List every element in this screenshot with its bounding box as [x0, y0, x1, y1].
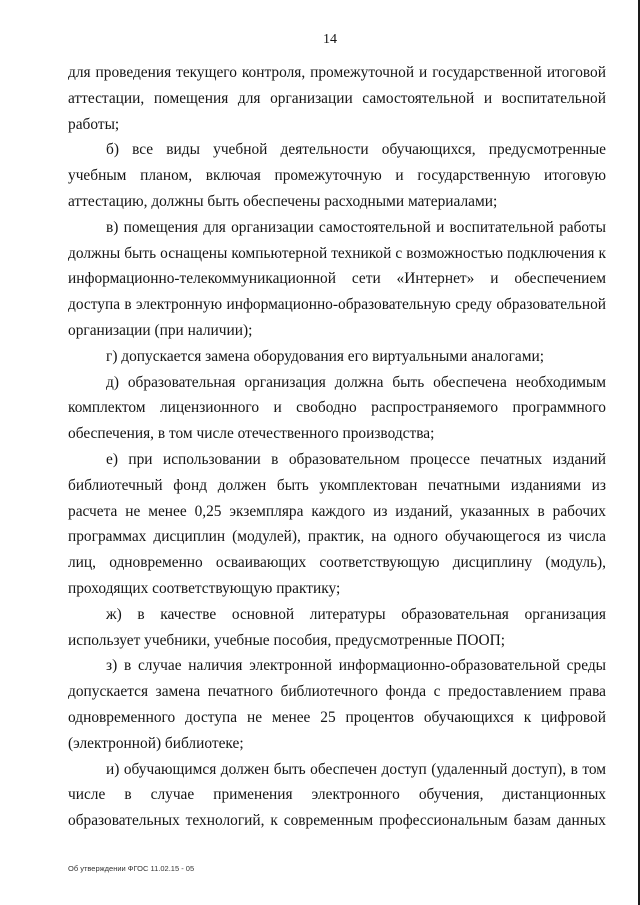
page-number: 14 [323, 32, 337, 47]
paragraph-i: и) обучающимся должен быть обеспечен доступ (удаленный доступ), в том числе в случае применения электронного обучения, дистанционных образовательных технологий, к современным профессиональным базам данных [68, 760, 606, 830]
footer-note: Об утверждении ФГОС 11.02.15 - 05 [68, 864, 195, 873]
paragraph-d: д) образовательная организация должна быть обеспечена необходимым комплектом лицензионного и свободно распространяемого программного обеспечения, в том числе отечественного производства; [68, 373, 606, 443]
paragraph-b: б) все виды учебной деятельности обучающихся, предусмотренные учебным планом, включая промежуточную и государственную итоговую аттестацию, должны быть обеспечены расходными материалами; [68, 141, 606, 210]
paragraph-g: г) допускается замена оборудования его виртуальными аналогами; [106, 347, 544, 365]
paragraph-zh: ж) в качестве основной литературы образовательная организация использует учебники, учебные пособия, предусмотренные ПООП; [68, 605, 606, 649]
paragraph-continuation: для проведения текущего контроля, промежуточной и государственной итоговой аттестации, помещения для организации самостоятельной и воспитательной работы; [68, 64, 606, 133]
paragraph-v: в) помещения для организации самостоятельной и воспитательной работы должны быть оснащены компьютерной техникой с возможностью подключения к информационно-телекоммуникационной сети «Интернет» и обеспечением доступа в электронную информационно-образовательную среду образовательной организации (при наличии); [68, 218, 606, 339]
body-text [68, 60, 606, 834]
paragraph-z: з) в случае наличия электронной информационно-образовательной среды допускается замена печатного библиотечного фонда с предоставлением права одновременного доступа не менее 25 процентов обучающихся к цифровой (электронной) библиотеке; [68, 657, 606, 752]
paragraph-e: е) при использовании в образовательном процессе печатных изданий библиотечный фонд должен быть укомплектован печатными изданиями из расчета не менее 0,25 экземпляра каждого из изданий, указанных в рабочих программах дисциплин (модулей), практик, на одного обучающегося из числа лиц, одновременно осваивающих соответствующую дисциплину (модуль), проходящих соответствующую практику; [68, 450, 606, 597]
